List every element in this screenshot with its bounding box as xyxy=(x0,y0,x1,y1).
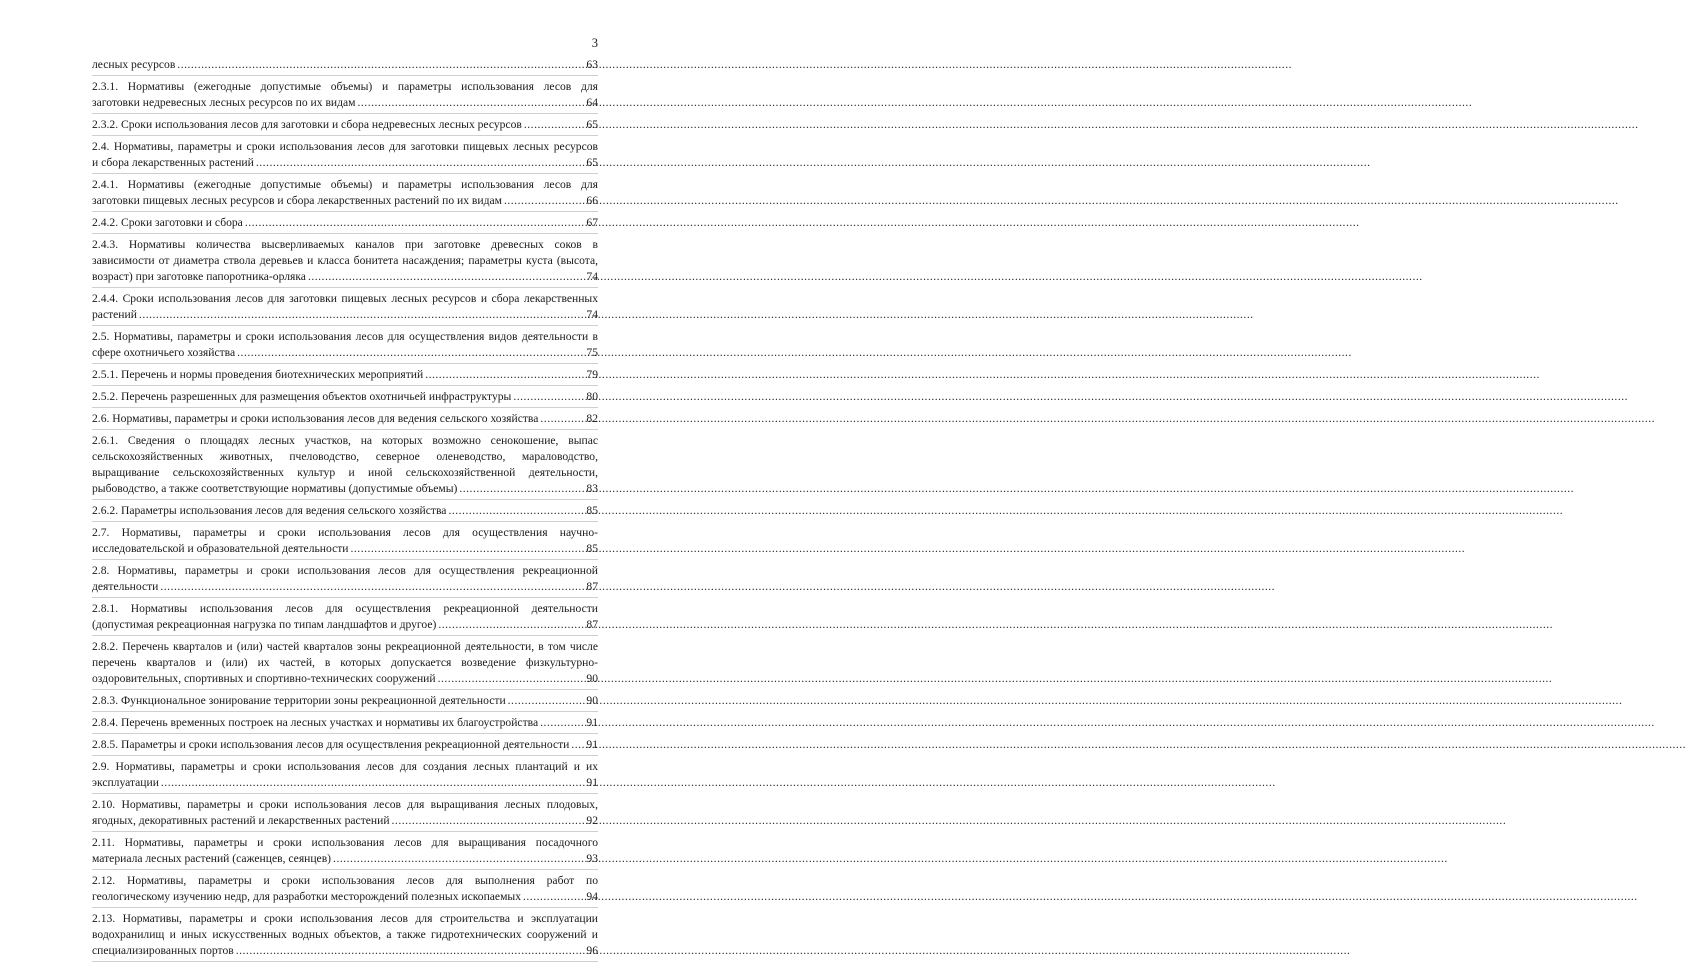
toc-page-number: 65 xyxy=(586,118,598,131)
toc-entry-line xyxy=(92,639,598,655)
toc-entry-title: растений xyxy=(92,308,137,321)
toc-entry-title: 2.4. Нормативы, параметры и сроки использования лесов для заготовки пищевых лесных ресурсов xyxy=(92,140,598,153)
toc-entry[interactable] xyxy=(92,832,598,870)
toc-entry-title: 2.8.3. Функциональное зонирование территории зоны рекреационной деятельности xyxy=(92,694,506,707)
toc-entry-title: заготовки недревесных лесных ресурсов по их видам xyxy=(92,96,356,109)
toc-entry[interactable] xyxy=(92,598,598,636)
toc-entry[interactable] xyxy=(92,794,598,832)
toc-entry-last-line xyxy=(92,943,598,959)
toc-entry[interactable] xyxy=(92,430,598,500)
toc-entry[interactable] xyxy=(92,636,598,690)
toc-entry-title: 2.6.2. Параметры использования лесов для ведения сельского хозяйства xyxy=(92,504,447,517)
toc-entry-line xyxy=(92,655,598,671)
dot-leader xyxy=(256,155,584,171)
toc-entry-title: 2.6. Нормативы, параметры и сроки использования лесов для ведения сельского хозяйства xyxy=(92,412,539,425)
toc-entry[interactable] xyxy=(92,522,598,560)
toc-entry[interactable] xyxy=(92,908,598,962)
toc-entry-line xyxy=(92,873,598,889)
toc-page-number: 83 xyxy=(586,482,598,495)
toc-entry-line xyxy=(92,79,598,95)
dot-leader xyxy=(540,715,583,731)
toc-entry-last-line xyxy=(92,693,598,709)
toc-page-number: 93 xyxy=(586,852,598,865)
toc-entry[interactable] xyxy=(92,870,598,908)
dot-leader xyxy=(448,503,583,519)
dot-leader xyxy=(237,345,583,361)
toc-entry-line xyxy=(92,563,598,579)
toc-entry-line xyxy=(92,911,598,927)
toc-page-number: 64 xyxy=(586,96,598,109)
toc-entry-title: перечень кварталов и (или) их частей, в которых допускается возведение физкультурно- xyxy=(92,656,598,669)
toc-entry-last-line xyxy=(92,851,598,867)
toc-entry-title: рыбоводство, а также соответствующие нормативы (допустимые объемы) xyxy=(92,482,458,495)
toc-entry-title: 2.8.5. Параметры и сроки использования лесов для осуществления рекреационной деятельности xyxy=(92,738,570,751)
toc-entry-line xyxy=(92,525,598,541)
toc-entry[interactable] xyxy=(92,136,598,174)
toc-page-number: 80 xyxy=(586,390,598,403)
toc-entry-last-line xyxy=(92,307,598,323)
dot-leader xyxy=(438,671,584,687)
toc-entry-last-line xyxy=(92,193,598,209)
toc-entry[interactable] xyxy=(92,712,598,734)
toc-entry-last-line xyxy=(92,813,598,829)
toc-page-number: 91 xyxy=(586,716,598,729)
toc-page-number: 96 xyxy=(586,944,598,957)
toc-entry-title: 2.8.2. Перечень кварталов и (или) частей кварталов зоны рекреационной деятельности, в том числе xyxy=(92,640,598,653)
toc-entry-line xyxy=(92,927,598,943)
toc-entry[interactable] xyxy=(92,756,598,794)
toc-page-number: 79 xyxy=(586,368,598,381)
toc-entry-title: лесных ресурсов xyxy=(92,58,176,71)
toc-entry-line xyxy=(92,433,598,449)
toc-entry-title: сфере охотничьего хозяйства xyxy=(92,346,236,359)
toc-page-number: 74 xyxy=(586,308,598,321)
toc-entry-title: 2.9. Нормативы, параметры и сроки использования лесов для создания лесных плантаций и их xyxy=(92,760,598,773)
toc-page-number: 63 xyxy=(586,58,598,71)
dot-leader xyxy=(571,737,583,753)
dot-leader xyxy=(177,57,583,73)
toc-entry[interactable] xyxy=(92,76,598,114)
toc-entry-line xyxy=(92,759,598,775)
toc-page-number: 92 xyxy=(586,814,598,827)
toc-page-number: 66 xyxy=(586,194,598,207)
toc-page-number: 87 xyxy=(586,618,598,631)
toc-entry[interactable] xyxy=(92,408,598,430)
dot-leader xyxy=(508,693,584,709)
toc-page-number: 74 xyxy=(586,270,598,283)
toc-page-number: 87 xyxy=(586,580,598,593)
toc-entry-last-line xyxy=(92,117,598,133)
toc-entry[interactable] xyxy=(92,234,598,288)
dot-leader xyxy=(351,541,584,557)
toc-entry-last-line xyxy=(92,411,598,427)
dot-leader xyxy=(160,579,583,595)
toc-entry-title: 2.7. Нормативы, параметры и сроки использования лесов для осуществления научно- xyxy=(92,526,598,539)
toc-entry-title: материала лесных растений (саженцев, сеянцев) xyxy=(92,852,332,865)
dot-leader xyxy=(392,813,584,829)
toc-entry-line xyxy=(92,177,598,193)
toc-entry-line xyxy=(92,601,598,617)
toc-entry[interactable] xyxy=(92,212,598,234)
toc-entry-title: оздоровительных, спортивных и спортивно-технических сооружений xyxy=(92,672,436,685)
toc-entry-last-line xyxy=(92,95,598,111)
dot-leader xyxy=(358,95,584,111)
toc-entry-last-line xyxy=(92,215,598,231)
toc-entry-title: 2.6.1. Сведения о площадях лесных участков, на которых возможно сенокошение, выпас xyxy=(92,434,598,447)
toc-entry[interactable] xyxy=(92,114,598,136)
dot-leader xyxy=(438,617,583,633)
toc-entry-last-line xyxy=(92,269,598,285)
toc-entry-last-line xyxy=(92,671,598,687)
toc-entry-line xyxy=(92,797,598,813)
toc-entry-last-line xyxy=(92,503,598,519)
toc-entry-title: 2.3.1. Нормативы (ежегодные допустимые объемы) и параметры использования лесов для xyxy=(92,80,598,93)
toc-page-number: 67 xyxy=(586,216,598,229)
table-of-contents xyxy=(92,54,598,962)
toc-entry-title: сельскохозяйственных животных, пчеловодство, северное оленеводство, мараловодство, xyxy=(92,450,598,463)
toc-entry-title: ягодных, декоративных растений и лекарственных растений xyxy=(92,814,390,827)
toc-entry-title: 2.11. Нормативы, параметры и сроки использования лесов для выращивания посадочного xyxy=(92,836,598,849)
toc-entry-title: геологическому изучению недр, для разработки месторождений полезных ископаемых xyxy=(92,890,521,903)
dot-leader xyxy=(236,943,584,959)
toc-entry-last-line xyxy=(92,737,598,753)
toc-entry-title: 2.4.3. Нормативы количества высверливаемых каналов при заготовке древесных соков в xyxy=(92,238,598,251)
toc-entry-last-line xyxy=(92,579,598,595)
toc-entry-title: выращивание сельскохозяйственных культур и иной сельскохозяйственной деятельности, xyxy=(92,466,598,479)
toc-entry-title: 2.13. Нормативы, параметры и сроки использования лесов для строительства и эксплуатации xyxy=(92,912,598,925)
toc-entry-line xyxy=(92,253,598,269)
toc-entry-last-line xyxy=(92,367,598,383)
toc-entry-last-line xyxy=(92,389,598,405)
toc-entry-last-line xyxy=(92,541,598,557)
toc-entry-title: зависимости от диаметра ствола деревьев и класса бонитета насаждения; параметры куста (высота, xyxy=(92,254,598,267)
toc-entry-line xyxy=(92,329,598,345)
dot-leader xyxy=(308,269,583,285)
toc-entry-title: специализированных портов xyxy=(92,944,234,957)
toc-entry-title: (допустимая рекреационная нагрузка по типам ландшафтов и другое) xyxy=(92,618,437,631)
toc-entry[interactable] xyxy=(92,386,598,408)
toc-entry-line xyxy=(92,139,598,155)
toc-entry-title: и сбора лекарственных растений xyxy=(92,156,254,169)
toc-entry-last-line xyxy=(92,715,598,731)
dot-leader xyxy=(540,411,583,427)
dot-leader xyxy=(523,889,583,905)
toc-page-number: 90 xyxy=(586,694,598,707)
toc-entry[interactable] xyxy=(92,690,598,712)
toc-entry-line xyxy=(92,465,598,481)
toc-page-number: 85 xyxy=(586,542,598,555)
toc-page-number: 90 xyxy=(586,672,598,685)
toc-entry-line xyxy=(92,449,598,465)
toc-entry[interactable] xyxy=(92,54,598,76)
toc-entry-last-line xyxy=(92,775,598,791)
toc-entry-title: водохранилищ и иных искусственных водных объектов, а также гидротехнических сооружений и xyxy=(92,928,598,941)
toc-entry-last-line xyxy=(92,617,598,633)
toc-page-number: 94 xyxy=(586,890,598,903)
toc-entry-last-line xyxy=(92,481,598,497)
toc-entry[interactable] xyxy=(92,364,598,386)
toc-entry-title: 2.8.1. Нормативы использования лесов для осуществления рекреационной деятельности xyxy=(92,602,598,615)
toc-page-number: 91 xyxy=(586,738,598,751)
toc-entry-title: 2.12. Нормативы, параметры и сроки использования лесов для выполнения работ по xyxy=(92,874,598,887)
toc-entry-title: заготовки пищевых лесных ресурсов и сбора лекарственных растений по их видам xyxy=(92,194,502,207)
dot-leader xyxy=(161,775,583,791)
dot-leader xyxy=(139,307,583,323)
toc-entry[interactable] xyxy=(92,500,598,522)
toc-entry-line xyxy=(92,237,598,253)
toc-entry-title: 2.5.1. Перечень и нормы проведения биотехнических мероприятий xyxy=(92,368,424,381)
toc-entry[interactable] xyxy=(92,560,598,598)
dot-leader xyxy=(524,117,584,133)
toc-entry-title: 2.8. Нормативы, параметры и сроки использования лесов для осуществления рекреационной xyxy=(92,564,598,577)
toc-entry[interactable] xyxy=(92,288,598,326)
toc-entry[interactable] xyxy=(92,174,598,212)
dot-leader xyxy=(504,193,583,209)
dot-leader xyxy=(333,851,583,867)
toc-entry[interactable] xyxy=(92,326,598,364)
toc-entry-title: 2.4.1. Нормативы (ежегодные допустимые объемы) и параметры использования лесов для xyxy=(92,178,598,191)
toc-entry-title: исследовательской и образовательной деятельности xyxy=(92,542,349,555)
toc-entry-title: 2.8.4. Перечень временных построек на лесных участках и нормативы их благоустройства xyxy=(92,716,539,729)
toc-entry-title: эксплуатации xyxy=(92,776,159,789)
toc-entry-title: возраст) при заготовке папоротника-орляка xyxy=(92,270,306,283)
toc-entry-title: деятельности xyxy=(92,580,159,593)
toc-entry-last-line xyxy=(92,345,598,361)
toc-page-number: 91 xyxy=(586,776,598,789)
page-number: 3 xyxy=(591,36,598,50)
toc-entry-title: 2.5. Нормативы, параметры и сроки использования лесов для осуществления видов деятельности в xyxy=(92,330,598,343)
toc-page-number: 82 xyxy=(586,412,598,425)
toc-page-number: 75 xyxy=(586,346,598,359)
toc-entry-title: 2.5.2. Перечень разрешенных для размещения объектов охотничьей инфраструктуры xyxy=(92,390,512,403)
toc-entry-line xyxy=(92,291,598,307)
toc-page-number: 85 xyxy=(586,504,598,517)
toc-entry-last-line xyxy=(92,889,598,905)
toc-entry-last-line xyxy=(92,155,598,171)
toc-entry[interactable] xyxy=(92,734,598,756)
dot-leader xyxy=(425,367,583,383)
toc-entry-title: 2.3.2. Сроки использования лесов для заготовки и сбора недревесных лесных ресурсов xyxy=(92,118,522,131)
dot-leader xyxy=(459,481,583,497)
toc-entry-title: 2.10. Нормативы, параметры и сроки использования лесов для выращивания лесных плодовых, xyxy=(92,798,598,811)
toc-entry-last-line xyxy=(92,57,598,73)
toc-entry-title: 2.4.2. Сроки заготовки и сбора xyxy=(92,216,243,229)
toc-entry-line xyxy=(92,835,598,851)
toc-page-number: 65 xyxy=(586,156,598,169)
dot-leader xyxy=(513,389,583,405)
dot-leader xyxy=(245,215,584,231)
toc-entry-title: 2.4.4. Сроки использования лесов для заготовки пищевых лесных ресурсов и сбора лекарственных xyxy=(92,292,598,305)
